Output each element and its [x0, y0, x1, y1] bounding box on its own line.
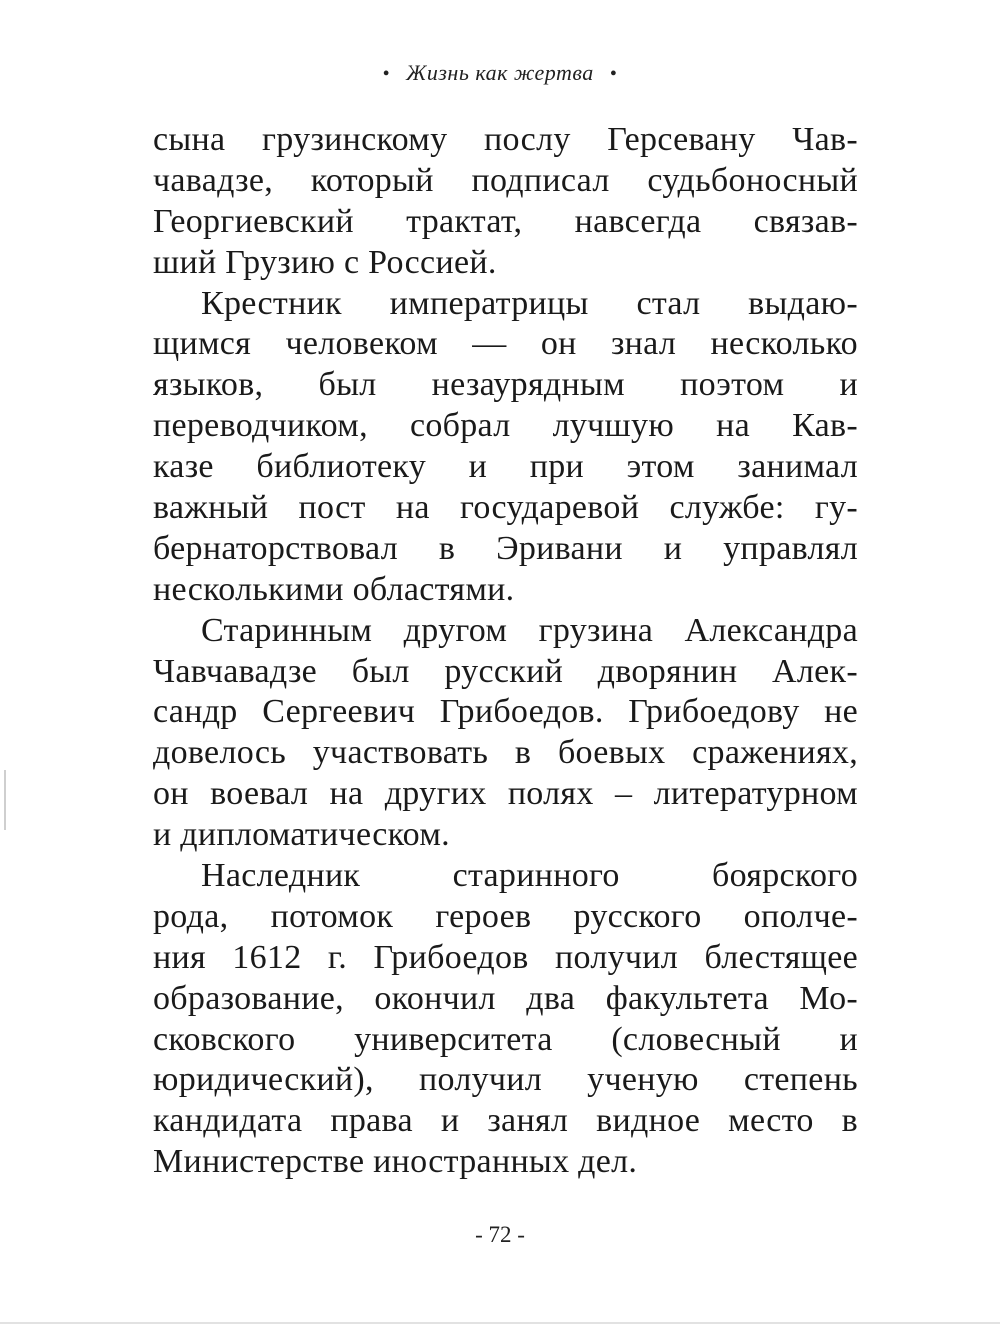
text-line: переводчиком, собрал лучшую на Кав- [153, 407, 858, 445]
running-header [0, 60, 1000, 86]
header-ornament-left: • [382, 63, 391, 85]
text-line: чавадзе, который подписал судьбоносный [153, 161, 858, 199]
text-line: ший Грузию с Россией. [153, 243, 497, 281]
scan-bottom-edge [0, 1322, 1000, 1324]
paragraph [153, 611, 858, 856]
text-line: кандидата права и занял видное место в [153, 1102, 858, 1140]
text-line: образование, окончил два факультета Мо- [153, 979, 858, 1017]
text-line: рода, потомок героев русского ополче- [153, 897, 858, 935]
text-line: важный пост на государевой службе: гу- [153, 489, 858, 527]
text-line: Старинным другом грузина Александра [201, 611, 858, 649]
scan-edge-mark [4, 770, 6, 830]
page-body [153, 120, 858, 1183]
text-line: и дипломатическом. [153, 816, 450, 854]
text-line: Крестник императрицы стал выдаю- [201, 284, 858, 322]
text-line: сына грузинскому послу Герсевану Чав- [153, 121, 858, 158]
text-line: довелось участвовать в боевых сражениях, [153, 734, 858, 772]
paragraph [153, 856, 858, 1183]
text-line: сандр Сергеевич Грибоедов. Грибоедову не [153, 693, 858, 731]
header-ornament-right: • [609, 63, 618, 85]
text-line: щимся человеком — он знал несколько [153, 325, 858, 363]
text-line: бернаторствовал в Эривани и управлял [153, 529, 858, 567]
page-number: - 72 - [475, 1222, 525, 1247]
text-line: сковского университета (словесный и [153, 1020, 858, 1058]
paragraph [153, 284, 858, 611]
text-line: языков, был незаурядным поэтом и [153, 366, 858, 404]
text-line: ния 1612 г. Грибоедов получил блестящее [153, 938, 858, 976]
text-line: казе библиотеку и при этом занимал [153, 448, 858, 486]
text-line: он воевал на других полях – литературном [153, 775, 858, 813]
text-line: Наследник старинного боярского [201, 857, 858, 895]
paragraph [153, 120, 858, 284]
header-title: Жизнь как жертва [406, 60, 594, 85]
text-line: Георгиевский трактат, навсегда связав- [153, 202, 858, 240]
text-line: несколькими областями. [153, 570, 515, 608]
text-line: юридический), получил ученую степень [153, 1061, 858, 1099]
text-line: Чавчавадзе был русский дворянин Алек- [153, 652, 858, 690]
text-line: Министерстве иностранных дел. [153, 1143, 638, 1181]
